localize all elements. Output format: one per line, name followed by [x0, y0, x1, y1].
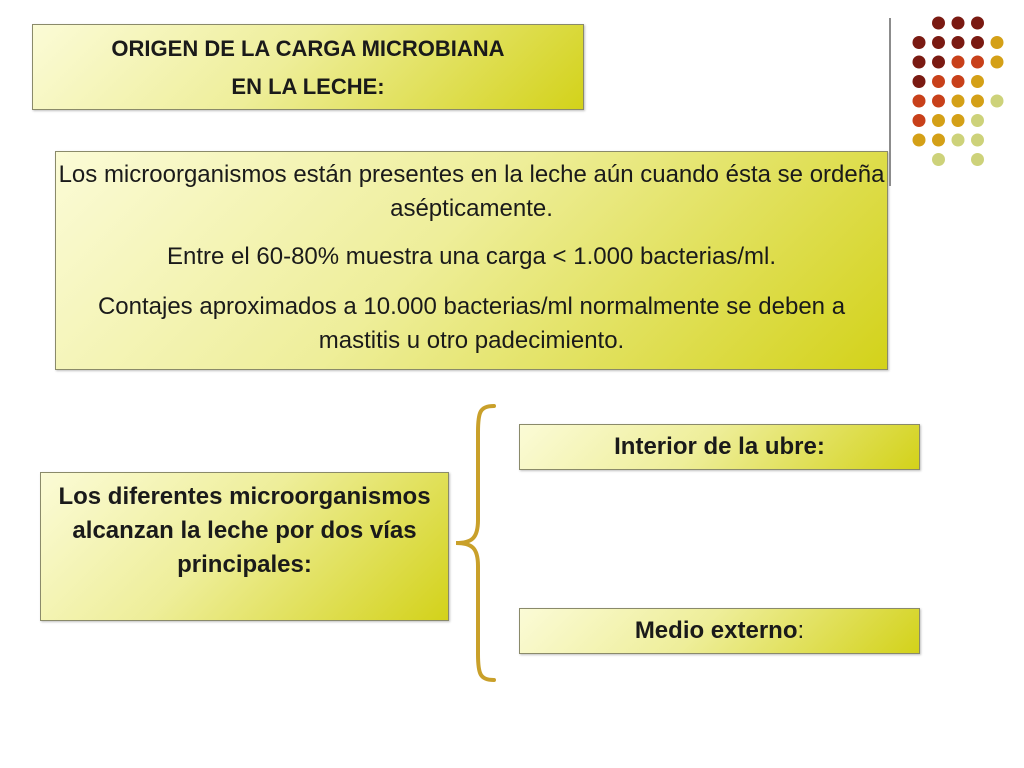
slide-title-box: [32, 24, 584, 110]
decorative-dot: [971, 17, 984, 30]
decorative-dot: [913, 134, 926, 147]
decorative-dot: [971, 56, 984, 69]
curly-brace-icon: [450, 402, 500, 684]
paragraph-mastitis: Contajes aproximados a 10.000 bacterias/ml normalmente se deben a mastitis u otro padecimiento.: [97, 293, 846, 354]
main-text-box: [55, 151, 888, 370]
external-medium-box: [519, 608, 920, 654]
decorative-dot: [952, 56, 965, 69]
external-medium-colon: :: [797, 617, 805, 644]
decorative-dot: [913, 75, 926, 88]
slide-title-line1: ORIGEN DE LA CARGA MICROBIANA: [111, 36, 505, 61]
decorative-dot: [913, 114, 926, 127]
decorative-dot: [932, 17, 945, 30]
udder-interior-box: [519, 424, 920, 470]
decorative-dot: [971, 134, 984, 147]
decorative-dot: [971, 95, 984, 108]
slide-title-line2: EN LA LECHE:: [231, 74, 385, 99]
external-medium-label: Medio externo: [634, 617, 798, 644]
decorative-dot: [971, 153, 984, 166]
routes-text: Los diferentes microorganismos alcanzan la leche por dos vías principales:: [58, 483, 431, 578]
decorative-dot: [932, 153, 945, 166]
decorative-dot: [932, 56, 945, 69]
decorative-dot: [952, 75, 965, 88]
decorative-dot: [952, 36, 965, 49]
decorative-dot: [913, 56, 926, 69]
decorative-dot: [991, 95, 1004, 108]
decorative-dot: [932, 95, 945, 108]
paragraph-presence: Los microorganismos están presentes en la leche aún cuando ésta se ordeña asépticamente.: [58, 161, 885, 222]
decorative-dots-icon: [898, 8, 1008, 168]
decorative-dot: [971, 36, 984, 49]
decorative-dot: [932, 134, 945, 147]
decorative-dot: [952, 114, 965, 127]
decorative-dot: [991, 56, 1004, 69]
paragraph-percentage: Entre el 60-80% muestra una carga < 1.000 bacterias/ml.: [167, 243, 776, 270]
decorative-dot: [932, 75, 945, 88]
decorative-dot: [932, 36, 945, 49]
decorative-divider: [889, 18, 891, 186]
decorative-dot: [971, 75, 984, 88]
decorative-dot: [991, 36, 1004, 49]
routes-box: [40, 472, 449, 621]
udder-interior-label: Interior de la ubre:: [614, 433, 825, 460]
decorative-dot: [952, 17, 965, 30]
decorative-dot: [913, 95, 926, 108]
decorative-dot: [971, 114, 984, 127]
decorative-dot: [952, 95, 965, 108]
decorative-dot: [913, 36, 926, 49]
decorative-dot: [932, 114, 945, 127]
decorative-dot: [952, 134, 965, 147]
